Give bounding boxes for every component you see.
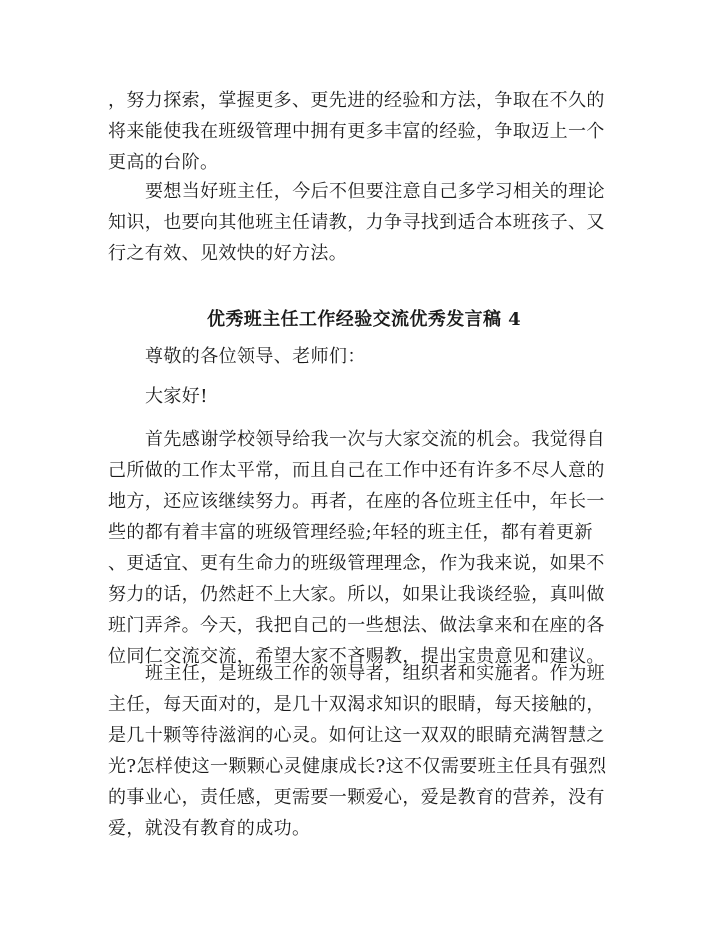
text-line: 班主任，是班级工作的领导者，组织者和实施者。作为班 bbox=[145, 663, 605, 684]
text-line: 、更适宜、更有生命力的班级管理理念，作为我来说，如果不 bbox=[108, 553, 605, 574]
text-line: 要想当好班主任，今后不但要注意自己多学习相关的理论 bbox=[145, 181, 605, 202]
text-line: 主任，每天面对的，是几十双渴求知识的眼睛，每天接触的， bbox=[108, 694, 605, 715]
text-line: 将来能使我在班级管理中拥有更多丰富的经验，争取迈上一个 bbox=[108, 121, 605, 142]
text-line: 行之有效、见效快的好方法。 bbox=[108, 243, 348, 264]
paragraph-continuation bbox=[108, 85, 620, 178]
text-line: 更高的台阶。 bbox=[108, 152, 219, 173]
text-line: ，努力探索，掌握更多、更先进的经验和方法，争取在不久的 bbox=[108, 90, 605, 111]
text-line: 首先感谢学校领导给我一次与大家交流的机会。我觉得自 bbox=[145, 429, 605, 450]
text-line: 地方，还应该继续努力。再者，在座的各位班主任中，年长一 bbox=[108, 491, 605, 512]
salutation bbox=[108, 341, 620, 372]
text-line: 位同仁交流交流，希望大家不吝赐教，提出宝贵意见和建议。 bbox=[108, 646, 605, 667]
text-line: 尊敬的各位领导、老师们： bbox=[145, 346, 366, 367]
text-line: 己所做的工作太平常，而且自己在工作中还有许多不尽人意的 bbox=[108, 460, 605, 481]
text-line: 大家好! bbox=[145, 386, 208, 407]
paragraph bbox=[108, 424, 620, 672]
text-line: 的事业心，责任感，更需要一颗爱心，爱是教育的营养，没有 bbox=[108, 787, 605, 808]
text-line: 光?怎样使这一颗颗心灵健康成长?这不仅需要班主任具有强烈 bbox=[108, 756, 607, 777]
greeting bbox=[108, 381, 620, 412]
paragraph bbox=[108, 658, 620, 844]
text-line: 是几十颗等待滋润的心灵。如何让这一双双的眼睛充满智慧之 bbox=[108, 725, 605, 746]
text-line: 些的都有着丰富的班级管理经验;年轻的班主任，都有着更新 bbox=[108, 522, 593, 543]
text-line: 知识，也要向其他班主任请教，力争寻找到适合本班孩子、又 bbox=[108, 212, 605, 233]
text-line: 努力的话，仍然赶不上大家。所以，如果让我谈经验，真叫做 bbox=[108, 584, 605, 605]
paragraph bbox=[108, 176, 620, 269]
text-line: 班门弄斧。今天，我把自己的一些想法、做法拿来和在座的各 bbox=[108, 615, 605, 636]
text-line: 爱，就没有教育的成功。 bbox=[108, 818, 311, 839]
section-title: 优秀班主任工作经验交流优秀发言稿 4 bbox=[207, 309, 521, 330]
